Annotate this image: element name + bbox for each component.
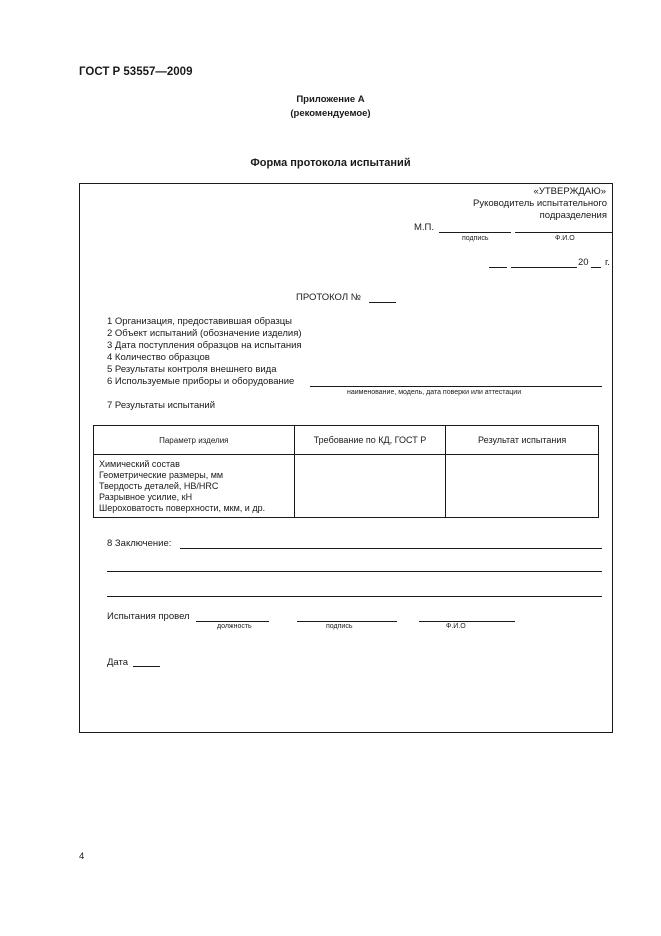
approval-sign-caption: подпись bbox=[462, 235, 489, 242]
tester-sign-line bbox=[297, 621, 397, 622]
conclusion-line-1 bbox=[180, 548, 602, 549]
item-object: 2 Объект испытаний (обозначение изделия) bbox=[107, 328, 302, 339]
results-table bbox=[93, 425, 599, 518]
approval-month-line bbox=[511, 267, 577, 268]
equipment-line bbox=[310, 386, 602, 387]
protocol-label: ПРОТОКОЛ № bbox=[296, 292, 361, 303]
tester-sign-caption: подпись bbox=[326, 623, 353, 630]
parameter-cell bbox=[94, 455, 295, 518]
requirement-cell bbox=[294, 455, 446, 518]
tester-label: Испытания провел bbox=[107, 611, 190, 622]
item-visual-inspection: 5 Результаты контроля внешнего вида bbox=[107, 364, 277, 375]
tester-position-caption: должность bbox=[217, 623, 252, 630]
param-hardness: Твердость деталей, HB/HRC bbox=[99, 481, 219, 491]
conclusion-label: 8 Заключение: bbox=[107, 538, 172, 549]
document-header: ГОСТ Р 53557—2009 bbox=[79, 66, 193, 78]
approval-line2: подразделения bbox=[539, 210, 607, 221]
conclusion-line-3 bbox=[107, 596, 602, 597]
approval-title: «УТВЕРЖДАЮ» bbox=[533, 186, 606, 197]
header-parameter: Параметр изделия bbox=[94, 426, 295, 455]
table-header-row bbox=[94, 426, 599, 455]
approval-year-prefix: 20 bbox=[578, 257, 589, 268]
param-chemical: Химический состав bbox=[99, 459, 180, 469]
table-row bbox=[94, 455, 599, 518]
header-result: Результат испытания bbox=[446, 426, 599, 455]
tester-position-line bbox=[196, 621, 269, 622]
item-equipment: 6 Используемые приборы и оборудование bbox=[107, 376, 295, 387]
protocol-number-line bbox=[369, 302, 396, 303]
item-results: 7 Результаты испытаний bbox=[107, 400, 216, 411]
date-label: Дата bbox=[107, 657, 129, 668]
approval-day-line bbox=[489, 267, 507, 268]
conclusion-line-2 bbox=[107, 571, 602, 572]
param-tensile: Разрывное усилие, кН bbox=[99, 492, 193, 502]
approval-sign-line bbox=[439, 232, 511, 233]
tester-name-line bbox=[419, 621, 515, 622]
param-geometry: Геометрические размеры, мм bbox=[99, 470, 224, 480]
item-receipt-date: 3 Дата поступления образцов на испытания bbox=[107, 340, 302, 351]
page-number: 4 bbox=[79, 851, 85, 862]
param-roughness: Шероховатость поверхности, мкм, и др. bbox=[99, 503, 266, 513]
approval-line1: Руководитель испытательного bbox=[473, 198, 607, 209]
item-organization: 1 Организация, предоставившая образцы bbox=[107, 316, 293, 327]
approval-name-caption: Ф.И.О bbox=[555, 235, 575, 242]
appendix-subtitle: (рекомендуемое) bbox=[290, 108, 371, 119]
stamp-label: М.П. bbox=[414, 222, 435, 233]
form-title: Форма протокола испытаний bbox=[250, 157, 411, 169]
approval-year-line bbox=[591, 267, 601, 268]
item-sample-count: 4 Количество образцов bbox=[107, 352, 210, 363]
header-requirement: Требование по КД, ГОСТ Р bbox=[294, 426, 446, 455]
tester-name-caption: Ф.И.О bbox=[446, 623, 466, 630]
date-line bbox=[133, 666, 160, 667]
approval-year-suffix: г. bbox=[605, 257, 610, 268]
equipment-caption: наименование, модель, дата поверки или аттестации bbox=[347, 389, 522, 396]
approval-name-line bbox=[515, 232, 612, 233]
appendix-title: Приложение А bbox=[296, 94, 365, 105]
result-cell bbox=[446, 455, 599, 518]
